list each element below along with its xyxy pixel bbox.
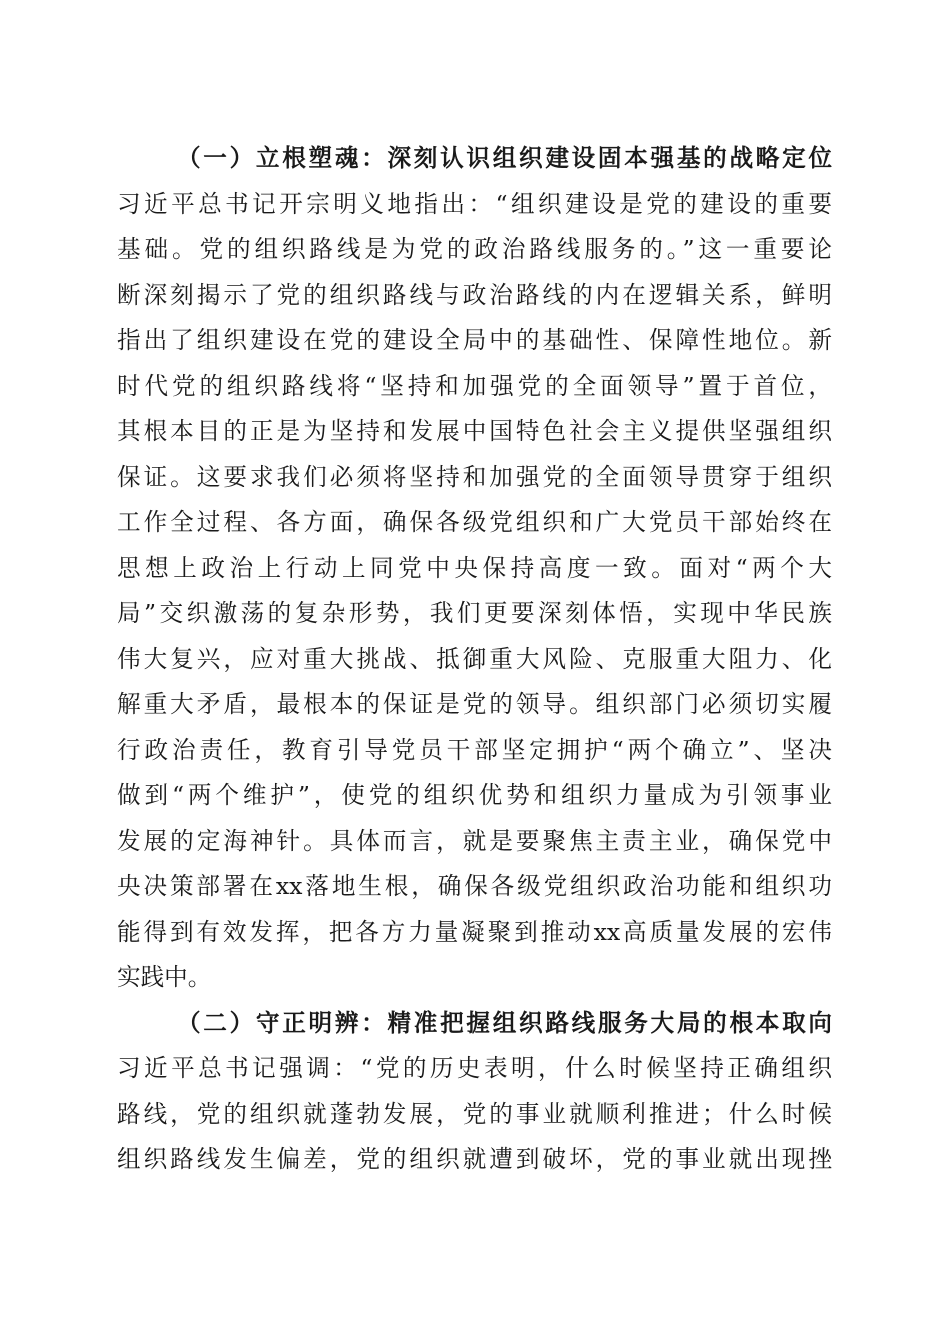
paragraph-line: 做到“两个维护”，使党的组织优势和组织力量成为引领事业 — [117, 781, 832, 809]
paragraph-line: 能得到有效发挥，把各方力量凝聚到推动xx高质量发展的宏伟 — [117, 917, 832, 946]
document-body — [117, 136, 832, 1183]
paragraph-line: 习近平总书记开宗明义地指出：“组织建设是党的建设的重要 — [117, 189, 832, 218]
paragraph-line: 习近平总书记强调：“党的历史表明，什么时候坚持正确组织 — [117, 1054, 832, 1082]
paragraph-line: 组织路线发生偏差，党的组织就遭到破坏，党的事业就出现挫 — [117, 1145, 832, 1173]
paragraph-line: 局”交织激荡的复杂形势，我们更要深刻体悟，实现中华民族 — [117, 599, 832, 627]
paragraph-line: 保证。这要求我们必须将坚持和加强党的全面领导贯穿于组织 — [117, 462, 832, 491]
section-heading-1: （一）立根塑魂：深刻认识组织建设固本强基的战略定位 — [177, 144, 832, 172]
paragraph-line: 央决策部署在xx落地生根，确保各级党组织政治功能和组织功 — [117, 872, 832, 900]
paragraph-line: 发展的定海神针。具体而言，就是要聚焦主责主业，确保党中 — [117, 826, 832, 855]
paragraph-line: 解重大矛盾，最根本的保证是党的领导。组织部门必须切实履 — [117, 690, 832, 718]
paragraph-line: 伟大复兴，应对重大挑战、抵御重大风险、克服重大阻力、化 — [117, 644, 832, 673]
paragraph-line: 其根本目的正是为坚持和发展中国特色社会主义提供坚强组织 — [117, 417, 832, 445]
paragraph-line: 路线，党的组织就蓬勃发展，党的事业就顺利推进；什么时候 — [117, 1099, 832, 1128]
paragraph-line: 工作全过程、各方面，确保各级党组织和广大党员干部始终在 — [117, 508, 832, 536]
paragraph-line: 时代党的组织路线将“坚持和加强党的全面领导”置于首位， — [117, 371, 832, 400]
section-heading-2: （二）守正明辨：精准把握组织路线服务大局的根本取向 — [177, 1008, 832, 1037]
paragraph-line: 思想上政治上行动上同党中央保持高度一致。面对“两个大 — [117, 553, 832, 582]
paragraph-line: 实践中。 — [117, 963, 212, 991]
paragraph-line: 断深刻揭示了党的组织路线与政治路线的内在逻辑关系，鲜明 — [117, 280, 832, 309]
paragraph-line: 基础。党的组织路线是为党的政治路线服务的。”这一重要论 — [117, 235, 832, 263]
paragraph-line: 行政治责任，教育引导党员干部坚定拥护“两个确立”、坚决 — [117, 735, 832, 764]
paragraph-line: 指出了组织建设在党的建设全局中的基础性、保障性地位。新 — [117, 326, 832, 354]
